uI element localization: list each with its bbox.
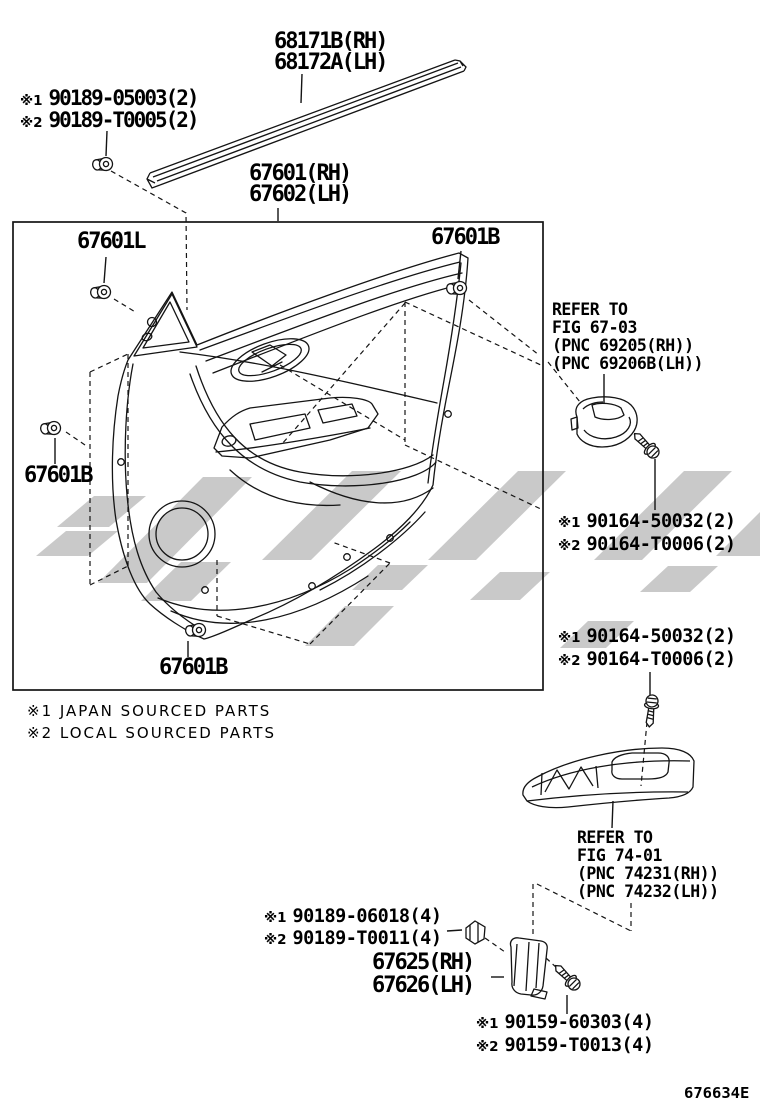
- ref-mark-2: ※2: [558, 653, 581, 669]
- bracket-screw-number-japan: 90159-60303(4): [504, 1012, 654, 1033]
- ref-mark-1: ※1: [558, 515, 581, 531]
- clip-67601L-icon: [90, 284, 112, 302]
- ref-mark-2: ※2: [20, 115, 43, 131]
- armrest-screw-part-numbers: [558, 626, 735, 672]
- trim-board-part-label: [249, 163, 350, 205]
- handle-bezel-reference: [552, 301, 703, 373]
- armrest-screw-number-japan: 90164-50032(2): [586, 626, 736, 647]
- pocket-clip-number-japan: 90189-06018(4): [292, 906, 442, 927]
- bezel-screw-icon: [630, 429, 663, 462]
- armrest-screw-number-local: 90164-T0006(2): [586, 649, 736, 670]
- bracket-drawing: [510, 938, 547, 999]
- clip-67601B-bottom-icon: [185, 622, 207, 640]
- armrest-reference: [577, 829, 719, 901]
- armrest-screw-icon: [642, 694, 659, 727]
- ref-mark-1: ※1: [264, 910, 287, 926]
- armrest-ref-line4: (PNC 74232(LH)): [577, 882, 719, 901]
- note-japan-sourced: ※1 JAPAN SOURCED PARTS: [27, 702, 272, 720]
- bezel-screw-part-numbers: [558, 511, 735, 557]
- armrest-ref-line2: FIG 74-01: [577, 846, 662, 865]
- bezel-ref-line1: REFER TO: [552, 300, 628, 319]
- clip-67601B-left-label: 67601B: [24, 463, 92, 488]
- ref-mark-1: ※1: [476, 1016, 499, 1032]
- grommet-clip-icon: [466, 921, 485, 944]
- belt-molding-label-rh: 68171B(RH): [274, 29, 387, 54]
- bracket-part-label: [372, 951, 473, 997]
- armrest-ref-line3: (PNC 74231(RH)): [577, 864, 719, 883]
- bracket-screw-icon: [551, 961, 584, 994]
- bracket-label-lh: 67626(LH): [372, 973, 474, 998]
- ref-mark-1: ※1: [20, 93, 43, 109]
- belt-clip-number-local: 90189-T0005(2): [48, 108, 198, 132]
- ref-mark-2: ※2: [558, 538, 581, 554]
- trim-board-label-lh: 67602(LH): [249, 182, 351, 207]
- clip-67601B-left-icon: [40, 420, 62, 438]
- watermark: [36, 471, 760, 648]
- ref-mark-1: ※1: [558, 630, 581, 646]
- pocket-clip-number-local: 90189-T0011(4): [292, 928, 442, 949]
- note-local-sourced: ※2 LOCAL SOURCED PARTS: [27, 724, 276, 742]
- clip-67601L-label: 67601L: [77, 229, 145, 254]
- ref-mark-2: ※2: [476, 1039, 499, 1055]
- bracket-label-rh: 67625(RH): [372, 950, 474, 975]
- bezel-ref-line2: FIG 67-03: [552, 318, 637, 337]
- bezel-screw-number-local: 90164-T0006(2): [586, 534, 736, 555]
- handle-bezel-drawing: [571, 397, 637, 447]
- bezel-screw-number-japan: 90164-50032(2): [586, 511, 736, 532]
- belt-clip-number-japan: 90189-05003(2): [48, 86, 198, 110]
- bracket-screw-number-local: 90159-T0013(4): [504, 1035, 654, 1056]
- ref-mark-2: ※2: [264, 932, 287, 948]
- bezel-ref-line4: (PNC 69206B(LH)): [552, 354, 703, 373]
- drawing-code: 676634E: [684, 1084, 750, 1102]
- clip-67601B-bottom-label: 67601B: [159, 655, 227, 680]
- armrest-drawing: [523, 748, 694, 808]
- sourcing-notes: [27, 700, 276, 744]
- clip-67601B-top-label: 67601B: [431, 225, 499, 250]
- pocket-clip-part-numbers: [264, 906, 441, 950]
- belt-molding-label-lh: 68172A(LH): [274, 50, 387, 75]
- belt-molding-part-label: [274, 31, 386, 73]
- bracket-screw-part-numbers: [476, 1012, 653, 1058]
- belt-clip-icon: [92, 156, 114, 174]
- armrest-ref-line1: REFER TO: [577, 828, 653, 847]
- trim-board-label-rh: 67601(RH): [249, 161, 351, 186]
- bezel-ref-line3: (PNC 69205(RH)): [552, 336, 694, 355]
- belt-clip-part-numbers: [20, 86, 198, 130]
